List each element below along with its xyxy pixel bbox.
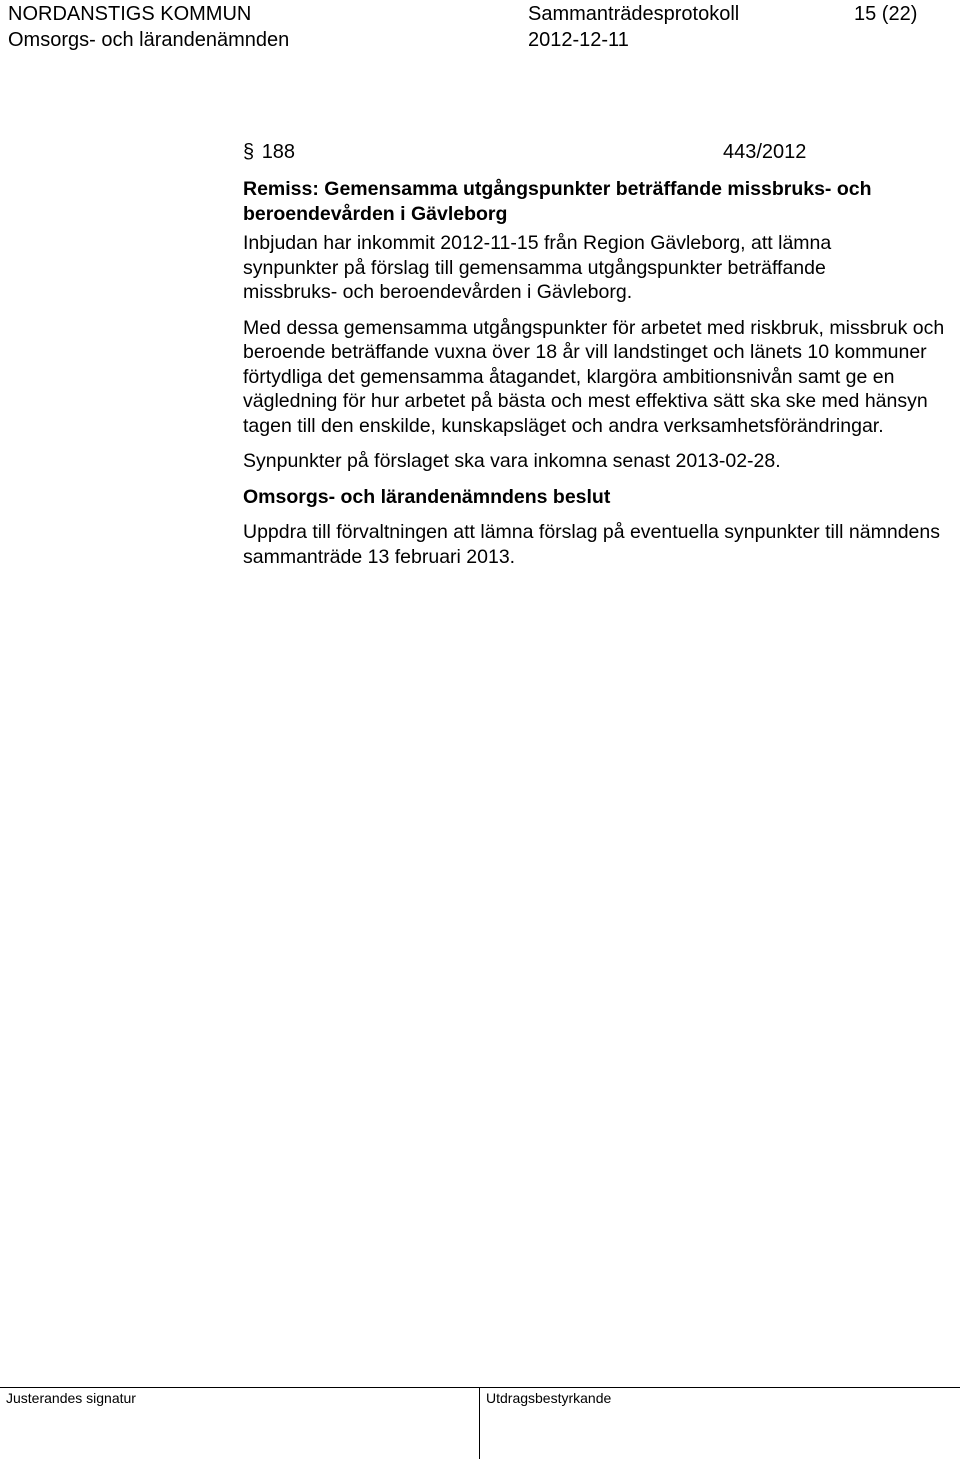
footer-column-divider bbox=[479, 1387, 480, 1459]
organization-name: NORDANSTIGS KOMMUN bbox=[8, 3, 252, 25]
document-type: Sammanträdesprotokoll bbox=[528, 3, 740, 25]
signature-label: Justerandes signatur bbox=[6, 1390, 136, 1406]
footer-divider bbox=[0, 1387, 960, 1388]
page-number: 15 (22) bbox=[854, 3, 918, 25]
paragraph-intro: Inbjudan har inkommit 2012-11-15 från Region Gävleborg, att lämna synpunkter på förslag till gemensamma utgångspunkter beträffande missbruks- och beroendevården i Gävleborg. bbox=[243, 232, 832, 303]
case-number: 443/2012 bbox=[723, 141, 807, 163]
certified-label: Utdragsbestyrkande bbox=[486, 1390, 612, 1406]
decision-heading: Omsorgs- och lärandenämndens beslut bbox=[243, 485, 611, 508]
item-body bbox=[243, 177, 955, 569]
paragraph-purpose: Med dessa gemensamma utgångspunkter för arbetet med riskbruk, missbruk och beroende beträffande vuxna över 18 år vill landstinget och länets 10 kommuner förtydliga det gemensamma åtagandet, klargöra ambitionsnivån samt ge en vägledning för hur arbetet på bästa och mest effektiva sätt ska ske med hänsyn tagen till den enskilde, kunskapsläget och andra verksamhetsförändringar. bbox=[243, 316, 945, 437]
item-title: Remiss: Gemensamma utgångspunkter beträffande missbruks- och beroendevården i Gävleborg bbox=[243, 178, 872, 225]
item-number-line bbox=[243, 140, 295, 164]
paragraph-deadline: Synpunkter på förslaget ska vara inkomna senast 2013-02-28. bbox=[243, 450, 781, 472]
meeting-date: 2012-12-11 bbox=[528, 29, 629, 51]
decision-text: Uppdra till förvaltningen att lämna förslag på eventuella synpunkter till nämndens sammanträde 13 februari 2013. bbox=[243, 521, 940, 568]
item-number: 188 bbox=[261, 141, 296, 163]
section-symbol: § bbox=[243, 141, 255, 163]
committee-name: Omsorgs- och lärandenämnden bbox=[8, 29, 290, 51]
